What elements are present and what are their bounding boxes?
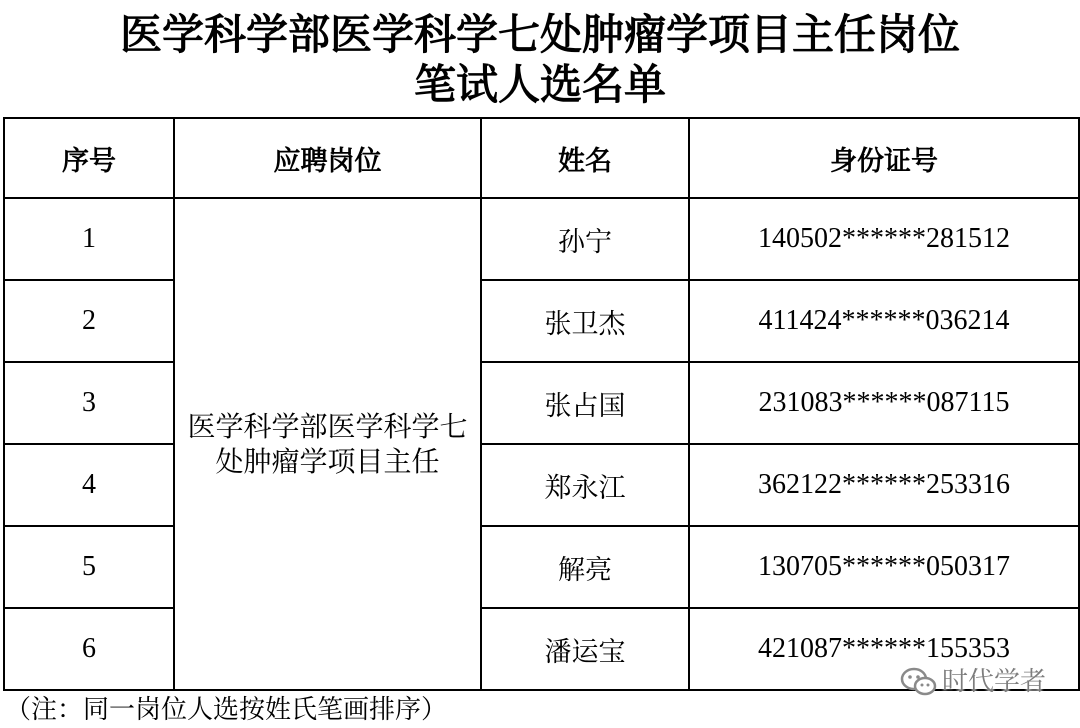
footnote: （注：同一岗位人选按姓氏笔画排序） — [5, 695, 448, 725]
wechat-icon — [900, 666, 938, 698]
watermark-text: 时代学者 — [942, 667, 1047, 697]
position-line: 处肿瘤学项目主任 — [215, 445, 440, 478]
candidate-name: 张卫杰 — [481, 280, 689, 362]
document-title: 医学科学部医学科学七处肿瘤学项目主任岗位 — [119, 10, 960, 59]
serial-number: 1 — [4, 198, 174, 280]
table-row — [4, 280, 1079, 362]
id-number: 140502******281512 — [689, 198, 1079, 280]
candidate-table — [3, 117, 1080, 691]
position-cell — [174, 198, 481, 690]
id-number: 421087******155353 — [689, 608, 1079, 690]
serial-number: 5 — [4, 526, 174, 608]
watermark — [900, 664, 1046, 700]
table-row — [4, 526, 1079, 608]
header-row — [4, 118, 1079, 198]
serial-number: 4 — [4, 444, 174, 526]
candidate-name: 孙宁 — [481, 198, 689, 280]
header-id-number: 身份证号 — [689, 118, 1079, 198]
serial-number: 6 — [4, 608, 174, 690]
candidate-name: 潘运宝 — [481, 608, 689, 690]
candidate-name: 解亮 — [481, 526, 689, 608]
header-serial-number: 序号 — [4, 118, 174, 198]
document-subtitle: 笔试人选名单 — [413, 60, 666, 109]
candidate-name: 郑永江 — [481, 444, 689, 526]
header-position: 应聘岗位 — [174, 118, 481, 198]
table-row — [4, 198, 1079, 280]
serial-number: 2 — [4, 280, 174, 362]
id-number: 231083******087115 — [689, 362, 1079, 444]
id-number: 130705******050317 — [689, 526, 1079, 608]
header-name: 姓名 — [481, 118, 689, 198]
table-row — [4, 444, 1079, 526]
table-row — [4, 362, 1079, 444]
candidate-name: 张占国 — [481, 362, 689, 444]
serial-number: 3 — [4, 362, 174, 444]
id-number: 411424******036214 — [689, 280, 1079, 362]
id-number: 362122******253316 — [689, 444, 1079, 526]
position-line: 医学科学部医学科学七 — [187, 410, 468, 443]
